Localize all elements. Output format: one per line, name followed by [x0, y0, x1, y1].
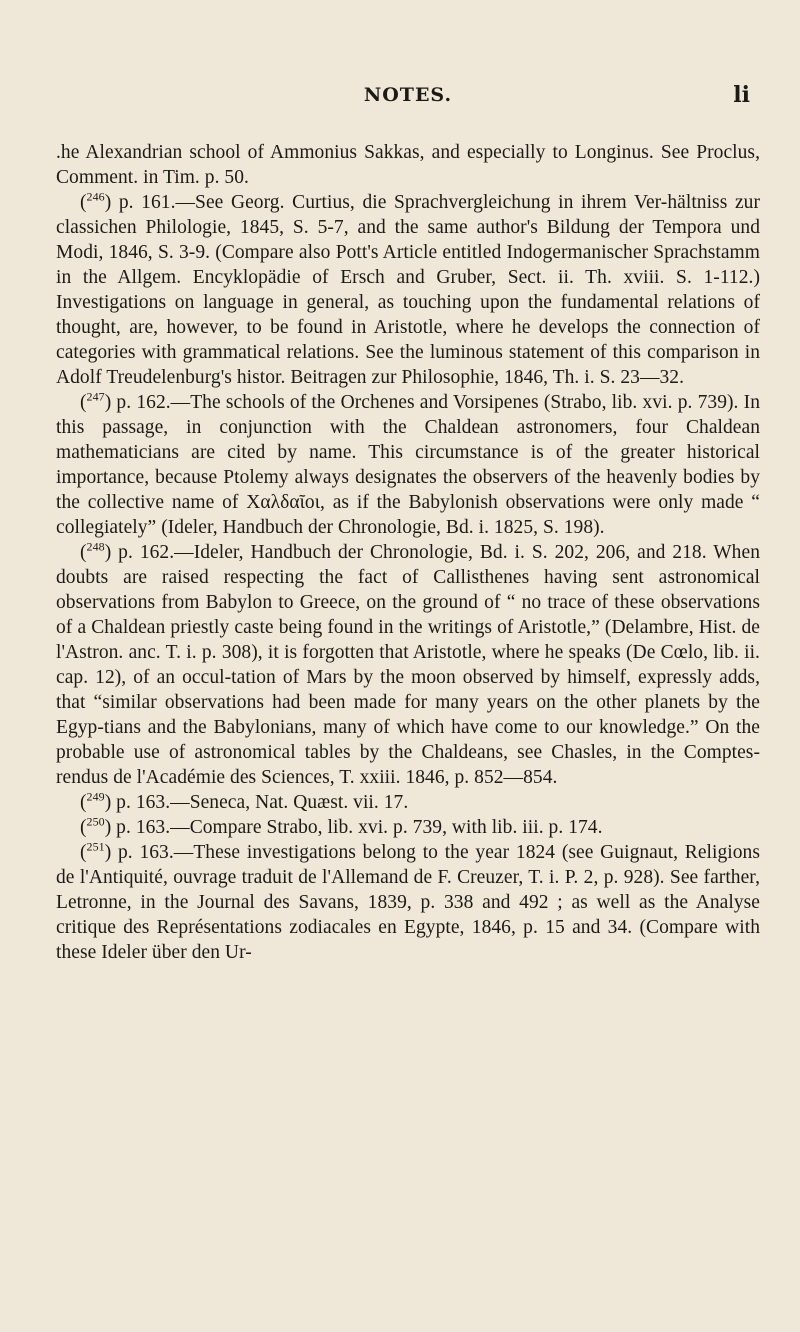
footnote-247: ($^{247}$) p. 162.—The schools of the Orchenes and Vorsipenes (Strabo, lib. xvi. p. 739). In this passage, in conjunction with the Chaldean astronomers, four Chaldean mathematicians are cited by name. This circumstance is of the greater historical importance, because Ptolemy always designates the observers of the heavenly bodies by the collective name of Χαλδαῖοι, as if the Babylonish observations were only made “ collegiately” (Ideler, Handbuch der Chronologie, Bd. i. 1825, S. 198). — [56, 389, 760, 538]
note-number: 246 — [86, 189, 105, 204]
page-number: li — [733, 82, 750, 108]
notes-body — [56, 140, 760, 965]
note-number: 251 — [86, 839, 105, 854]
note-text: p. 163.—These investigations belong to the year 1824 (see Guignaut, Religions de l'Antiquité, ouvrage traduit de l'Allemand de F. Creuzer, T. i. P. 2, p. 928). See farther, Letronne, in the Journal des Savans, 1839, p. 338 and 492 ; as well as the Analyse critique des Représentations zodiacales en Egypte, 1846, p. 15 and 34. (Compare with these Ideler über den Ur- — [56, 842, 760, 963]
note-text: p. 161.—See Georg. Curtius, die Sprachvergleichung in ihrem Ver-hältniss zur classichen Philologie, 1845, S. 5-7, and the same author's Bildung der Tempora und Modi, 1846, S. 3-9. (Compare also Pott's Article entitled Indogermanischer Sprachstamm in the Allgem. Encyklopädie of Ersch and Gruber, Sect. ii. Th. xviii. S. 1-112.) Investigations on language in general, as touching upon the fundamental relations of thought, are, however, to be found in Aristotle, where he develops the connection of categories with grammatical relations. See the luminous statement of this comparison in Adolf Treudelenburg's histor. Beitragen zur Philosophie, 1846, Th. i. S. 23—32. — [56, 192, 760, 388]
running-title: NOTES. — [363, 84, 453, 106]
note-text: p. 163.—Compare Strabo, lib. xvi. p. 739, with lib. iii. p. 174. — [111, 817, 603, 838]
note-text: p. 162.—Ideler, Handbuch der Chronologie, Bd. i. S. 202, 206, and 218. When doubts are raised respecting the fact of Callisthenes having sent astronomical observations from Babylon to Greece, on the ground of “ no trace of these observations of a Chaldean priestly caste being found in the writings of Aristotle,” (Delambre, Hist. de l'Astron. anc. T. i. p. 308), it is forgotten that Aristotle, where he speaks (De Cœlo, lib. ii. cap. 12), of an occul-tation of Mars by the moon observed by himself, expressly adds, that “similar observations had been made for many years on the other planets by the Egyp-tians and the Babylonians, many of which have come to our knowledge.” On the probable use of astronomical tables by the Chaldeans, see Chasles, in the Comptes-rendus de l'Académie des Sciences, T. xxiii. 1846, p. 852—854. — [56, 542, 760, 788]
note-number: 249 — [86, 789, 105, 804]
footnote-246: ($^{246}$) p. 161.—See Georg. Curtius, die Sprachvergleichung in ihrem Ver-hältniss zur classichen Philologie, 1845, S. 5-7, and the same author's Bildung der Tempora und Modi, 1846, S. 3-9. (Compare also Pott's Article entitled Indogermanischer Sprachstamm in the Allgem. Encyklopädie of Ersch and Gruber, Sect. ii. Th. xviii. S. 1-112.) Investigations on language in general, as touching upon the fundamental relations of thought, are, however, to be found in Aristotle, where he develops the connection of categories with grammatical relations. See the luminous statement of this comparison in Adolf Treudelenburg's histor. Beitragen zur Philosophie, 1846, Th. i. S. 23—32. — [56, 189, 760, 388]
footnote-250: ($^{250}$) p. 163.—Compare Strabo, lib. xvi. p. 739, with lib. iii. p. 174. — [80, 814, 603, 838]
continued-paragraph: .he Alexandrian school of Ammonius Sakkas, and especially to Longinus. See Proclus, Comment. in Tim. p. 50. — [56, 142, 760, 188]
footnote-251: ($^{251}$) p. 163.—These investigations belong to the year 1824 (see Guignaut, Religions de l'Antiquité, ouvrage traduit de l'Allemand de F. Creuzer, T. i. P. 2, p. 928). See farther, Letronne, in the Journal des Savans, 1839, p. 338 and 492 ; as well as the Analyse critique des Représentations zodiacales en Egypte, 1846, p. 15 and 34. (Compare with these Ideler über den Ur- — [56, 839, 760, 963]
note-number: 247 — [86, 389, 105, 404]
note-number: 250 — [86, 814, 105, 829]
note-text: p. 162.—The schools of the Orchenes and Vorsipenes (Strabo, lib. xvi. p. 739). In this passage, in conjunction with the Chaldean astronomers, four Chaldean mathematicians are cited by name. This circumstance is of the greater historical importance, because Ptolemy always designates the observers of the heavenly bodies by the collective name of Χαλδαῖοι, as if the Babylonish observations were only made “ collegiately” (Ideler, Handbuch der Chronologie, Bd. i. 1825, S. 198). — [56, 392, 760, 538]
note-text: p. 163.—Seneca, Nat. Quæst. vii. 17. — [111, 792, 409, 813]
footnote-248: ($^{248}$) p. 162.—Ideler, Handbuch der Chronologie, Bd. i. S. 202, 206, and 218. When doubts are raised respecting the fact of Callisthenes having sent astronomical observations from Babylon to Greece, on the ground of “ no trace of these observations of a Chaldean priestly caste being found in the writings of Aristotle,” (Delambre, Hist. de l'Astron. anc. T. i. p. 308), it is forgotten that Aristotle, where he speaks (De Cœlo, lib. ii. cap. 12), of an occul-tation of Mars by the moon observed by himself, expressly adds, that “similar observations had been made for many years on the other planets by the Egyp-tians and the Babylonians, many of which have come to our knowledge.” On the probable use of astronomical tables by the Chaldeans, see Chasles, in the Comptes-rendus de l'Académie des Sciences, T. xxiii. 1846, p. 852—854. — [56, 539, 760, 788]
footnote-249: ($^{249}$) p. 163.—Seneca, Nat. Quæst. vii. 17. — [80, 789, 409, 813]
running-head — [56, 62, 760, 108]
note-number: 248 — [86, 539, 105, 554]
